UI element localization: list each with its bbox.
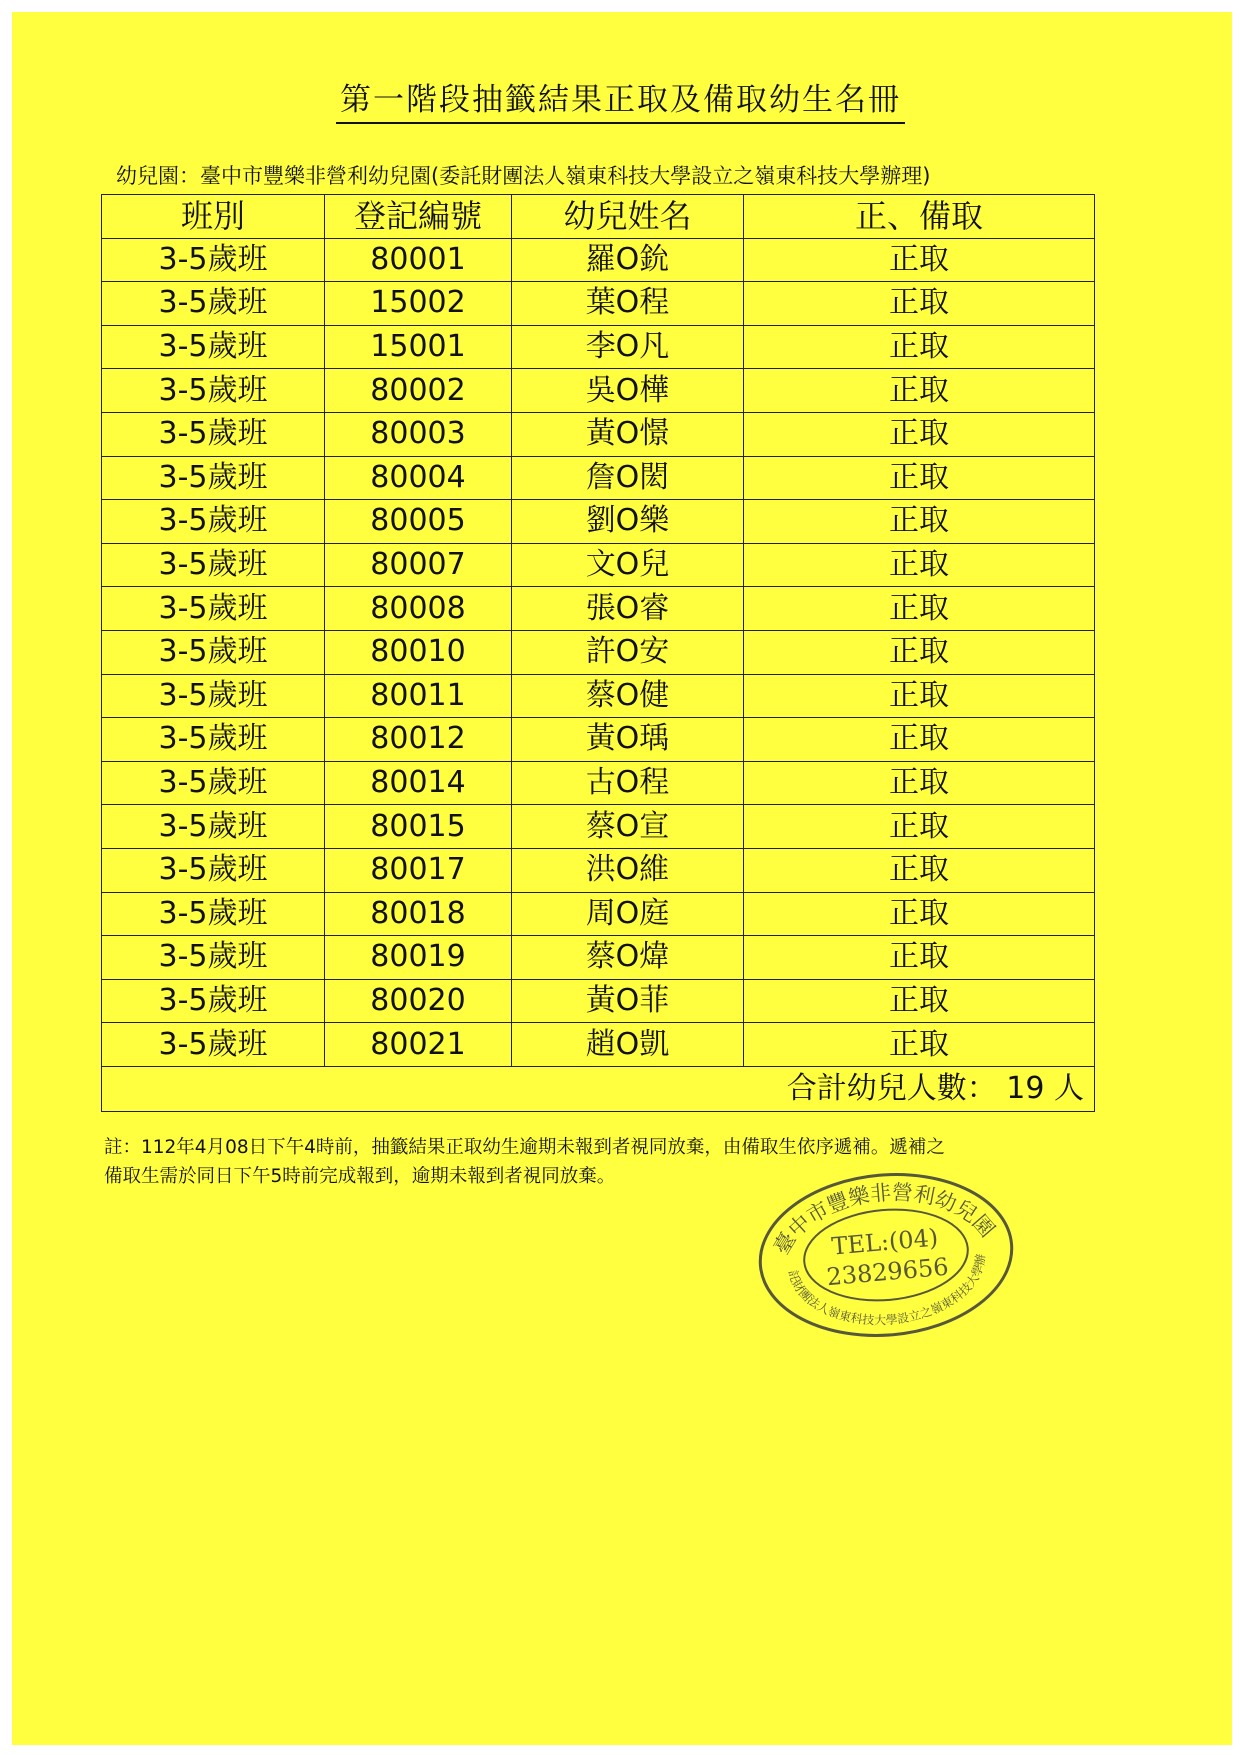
table-row	[102, 761, 1095, 805]
child-name-cell: 黃O瑀	[512, 718, 744, 762]
class-cell: 3-5歲班	[102, 456, 325, 500]
child-name-cell: 羅O鈗	[512, 238, 744, 282]
registration-number-cell: 80017	[325, 848, 512, 892]
class-cell: 3-5歲班	[102, 412, 325, 456]
table-row	[102, 543, 1095, 587]
class-cell: 3-5歲班	[102, 543, 325, 587]
table-row	[102, 848, 1095, 892]
registration-number-cell: 80012	[325, 718, 512, 762]
status-cell: 正取	[744, 674, 1095, 718]
stamp-operator-arc: 委託財團法人嶺東科技大學設立之嶺東科技大學辦理	[785, 1253, 988, 1328]
header-admission-status: 正、備取	[744, 195, 1095, 239]
total-count: 合計幼兒人數： 19 人	[102, 1066, 1095, 1111]
class-cell: 3-5歲班	[102, 325, 325, 369]
table-row	[102, 1023, 1095, 1067]
child-name-cell: 蔡O煒	[512, 936, 744, 980]
child-name-cell: 黃O菲	[512, 979, 744, 1023]
table-row	[102, 369, 1095, 413]
registration-number-cell: 80003	[325, 412, 512, 456]
status-cell: 正取	[744, 325, 1095, 369]
child-name-cell: 張O睿	[512, 587, 744, 631]
class-cell: 3-5歲班	[102, 936, 325, 980]
table-row	[102, 587, 1095, 631]
status-cell: 正取	[744, 412, 1095, 456]
registration-number-cell: 80019	[325, 936, 512, 980]
roster-body	[102, 238, 1095, 1066]
child-name-cell: 文O兒	[512, 543, 744, 587]
status-cell: 正取	[744, 587, 1095, 631]
table-row	[102, 412, 1095, 456]
table-row	[102, 238, 1095, 282]
class-cell: 3-5歲班	[102, 718, 325, 762]
child-name-cell: 周O庭	[512, 892, 744, 936]
stamp-tel-number: 23829656	[825, 1252, 950, 1292]
stamp-name-arc: 臺中市豐樂非營利幼兒園	[769, 1180, 1000, 1259]
status-cell: 正取	[744, 456, 1095, 500]
class-cell: 3-5歲班	[102, 674, 325, 718]
registration-number-cell: 80014	[325, 761, 512, 805]
table-row	[102, 979, 1095, 1023]
registration-number-cell: 80005	[325, 500, 512, 544]
kindergarten-line: 幼兒園：臺中市豐樂非營利幼兒園(委託財團法人嶺東科技大學設立之嶺東科技大學辦理)	[116, 164, 931, 188]
child-name-cell: 劉O樂	[512, 500, 744, 544]
child-name-cell: 洪O維	[512, 848, 744, 892]
registration-number-cell: 80015	[325, 805, 512, 849]
registration-number-cell: 15001	[325, 325, 512, 369]
table-row	[102, 718, 1095, 762]
stamp-tel-label: TEL:(04)	[830, 1223, 940, 1261]
child-name-cell: 李O凡	[512, 325, 744, 369]
header-registration-number: 登記編號	[325, 195, 512, 239]
table-row	[102, 674, 1095, 718]
class-cell: 3-5歲班	[102, 805, 325, 849]
registration-number-cell: 80001	[325, 238, 512, 282]
table-row	[102, 282, 1095, 326]
header-class: 班別	[102, 195, 325, 239]
class-cell: 3-5歲班	[102, 848, 325, 892]
status-cell: 正取	[744, 369, 1095, 413]
registration-number-cell: 80010	[325, 630, 512, 674]
table-row	[102, 325, 1095, 369]
registration-number-cell: 80011	[325, 674, 512, 718]
status-cell: 正取	[744, 630, 1095, 674]
class-cell: 3-5歲班	[102, 761, 325, 805]
class-cell: 3-5歲班	[102, 587, 325, 631]
table-row	[102, 936, 1095, 980]
status-cell: 正取	[744, 892, 1095, 936]
status-cell: 正取	[744, 979, 1095, 1023]
table-header-row	[102, 195, 1095, 239]
footnote-line-2: 備取生需於同日下午5時前完成報到，逾期未報到者視同放棄。	[104, 1166, 616, 1187]
registration-number-cell: 80007	[325, 543, 512, 587]
table-row	[102, 892, 1095, 936]
class-cell: 3-5歲班	[102, 979, 325, 1023]
child-name-cell: 古O程	[512, 761, 744, 805]
status-cell: 正取	[744, 543, 1095, 587]
class-cell: 3-5歲班	[102, 892, 325, 936]
footnote-line-1: 註：112年4月08日下午4時前，抽籤結果正取幼生逾期未報到者視同放棄，由備取生依序遞補。遞補之	[104, 1137, 945, 1158]
table-row	[102, 805, 1095, 849]
status-cell: 正取	[744, 805, 1095, 849]
child-name-cell: 黃O憬	[512, 412, 744, 456]
status-cell: 正取	[744, 282, 1095, 326]
registration-number-cell: 80021	[325, 1023, 512, 1067]
class-cell: 3-5歲班	[102, 282, 325, 326]
document-title: 第一階段抽籤結果正取及備取幼生名冊	[0, 74, 1241, 119]
status-cell: 正取	[744, 1023, 1095, 1067]
registration-number-cell: 80020	[325, 979, 512, 1023]
status-cell: 正取	[744, 718, 1095, 762]
child-name-cell: 許O安	[512, 630, 744, 674]
total-row	[102, 1066, 1095, 1111]
registration-number-cell: 15002	[325, 282, 512, 326]
table-row	[102, 456, 1095, 500]
class-cell: 3-5歲班	[102, 630, 325, 674]
status-cell: 正取	[744, 238, 1095, 282]
child-name-cell: 蔡O宣	[512, 805, 744, 849]
table-row	[102, 630, 1095, 674]
registration-number-cell: 80008	[325, 587, 512, 631]
class-cell: 3-5歲班	[102, 1023, 325, 1067]
registration-number-cell: 80004	[325, 456, 512, 500]
child-name-cell: 趙O凱	[512, 1023, 744, 1067]
class-cell: 3-5歲班	[102, 500, 325, 544]
status-cell: 正取	[744, 761, 1095, 805]
registration-number-cell: 80018	[325, 892, 512, 936]
class-cell: 3-5歲班	[102, 369, 325, 413]
child-name-cell: 詹O閎	[512, 456, 744, 500]
roster-table	[101, 194, 1095, 1112]
child-name-cell: 蔡O健	[512, 674, 744, 718]
table-row	[102, 500, 1095, 544]
status-cell: 正取	[744, 500, 1095, 544]
child-name-cell: 吳O樺	[512, 369, 744, 413]
registration-number-cell: 80002	[325, 369, 512, 413]
class-cell: 3-5歲班	[102, 238, 325, 282]
child-name-cell: 葉O程	[512, 282, 744, 326]
header-child-name: 幼兒姓名	[512, 195, 744, 239]
kindergarten-seal-stamp	[752, 1170, 1020, 1340]
status-cell: 正取	[744, 936, 1095, 980]
status-cell: 正取	[744, 848, 1095, 892]
